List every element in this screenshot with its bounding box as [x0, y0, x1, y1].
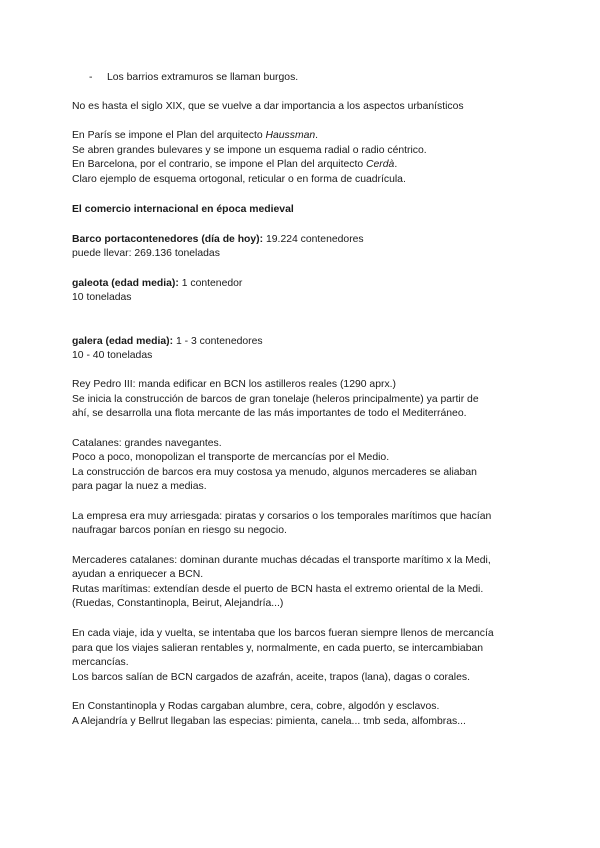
mercaderes-line-2: ayudan a enriquecer a BCN. — [72, 569, 204, 580]
paragraph-bulevares: Se abren grandes bulevares y se impone un esquema radial o radio céntrico. — [72, 145, 427, 156]
catalanes-line-2: Poco a poco, monopolizan el transporte de mercancías por el Medio. — [72, 452, 390, 463]
catalanes-line-4: para pagar la nuez a medias. — [72, 481, 207, 492]
galera-label: galera (edad media): — [72, 336, 174, 347]
empresa-line-1: La empresa era muy arriesgada: piratas y corsarios o los temporales marítimos que hacían — [72, 511, 492, 522]
bullet-text: Los barrios extramuros se llaman burgos. — [107, 72, 299, 83]
heading-text: El comercio internacional en época medieval — [72, 204, 294, 215]
pedro-line-2: Se inicia la construcción de barcos de gran tonelaje (heleros principalmente) ya partir de — [72, 394, 479, 405]
galeota-label: galeota (edad media): — [72, 278, 179, 289]
barco-label: Barco portacontenedores (día de hoy): — [72, 234, 264, 245]
constantinopla-line-2: A Alejandría y Bellrut llegaban las especias: pimienta, canela... tmb seda, alfombras... — [72, 716, 466, 727]
galera-line-2: 10 - 40 toneladas — [72, 350, 153, 361]
catalanes-line-1: Catalanes: grandes navegantes. — [72, 438, 222, 449]
barco-value: 19.224 contenedores — [263, 234, 364, 245]
viaje-line-4: Los barcos salían de BCN cargados de azafrán, aceite, trapos (lana), dagas o corales. — [72, 672, 470, 683]
pedro-line-3: ahí, se desarrolla una flota mercante de las más importantes de todo el Mediterráneo. — [72, 408, 467, 419]
empresa-line-2: naufragar barcos ponían en riesgo su negocio. — [72, 525, 287, 536]
galera-value: 1 - 3 contenedores — [173, 336, 263, 347]
barcelona-prefix: En Barcelona, por el contrario, se impone el Plan del arquitecto — [72, 159, 366, 170]
viaje-line-3: mercancías. — [72, 657, 129, 668]
pedro-line-1: Rey Pedro III: manda edificar en BCN los astilleros reales (1290 aprx.) — [72, 379, 396, 390]
galera-line-1 — [72, 335, 263, 350]
bullet-marker: - — [89, 72, 93, 83]
catalanes-line-3: La construcción de barcos era muy costosa ya menudo, algunos mercaderes se aliaban — [72, 467, 477, 478]
galeota-line-1 — [72, 277, 242, 292]
paragraph-ortogonal: Claro ejemplo de esquema ortogonal, reticular o en forma de cuadrícula. — [72, 174, 406, 185]
paris-prefix: En París se impone el Plan del arquitecto — [72, 130, 266, 141]
paris-suffix: . — [315, 130, 319, 141]
mercaderes-line-4: (Ruedas, Constantinopla, Beirut, Alejandría...) — [72, 598, 284, 609]
paragraph-paris — [72, 129, 318, 144]
section-heading — [72, 203, 294, 218]
paragraph-barcelona — [72, 158, 397, 173]
barco-line-2: puede llevar: 269.136 toneladas — [72, 248, 220, 259]
paragraph-siglo-xix: No es hasta el siglo XIX, que se vuelve a dar importancia a los aspectos urbanísticos — [72, 101, 464, 112]
mercaderes-line-1: Mercaderes catalanes: dominan durante muchas décadas el transporte marítimo x la Medi, — [72, 555, 491, 566]
constantinopla-line-1: En Constantinopla y Rodas cargaban alumbre, cera, cobre, algodón y esclavos. — [72, 701, 440, 712]
galeota-line-2: 10 toneladas — [72, 292, 132, 303]
barco-line-1 — [72, 233, 364, 248]
viaje-line-2: para que los viajes salieran rentables y, normalmente, en cada puerto, se intercambiaban — [72, 643, 484, 654]
galeota-value: 1 contenedor — [178, 278, 243, 289]
architect-cerda: Cerdà — [366, 159, 395, 170]
mercaderes-line-3: Rutas marítimas: extendían desde el puerto de BCN hasta el extremo oriental de la Medi. — [72, 584, 484, 595]
barcelona-suffix: . — [394, 159, 398, 170]
viaje-line-1: En cada viaje, ida y vuelta, se intentaba que los barcos fueran siempre llenos de mercancía — [72, 628, 494, 639]
architect-haussman: Haussman — [265, 130, 316, 141]
